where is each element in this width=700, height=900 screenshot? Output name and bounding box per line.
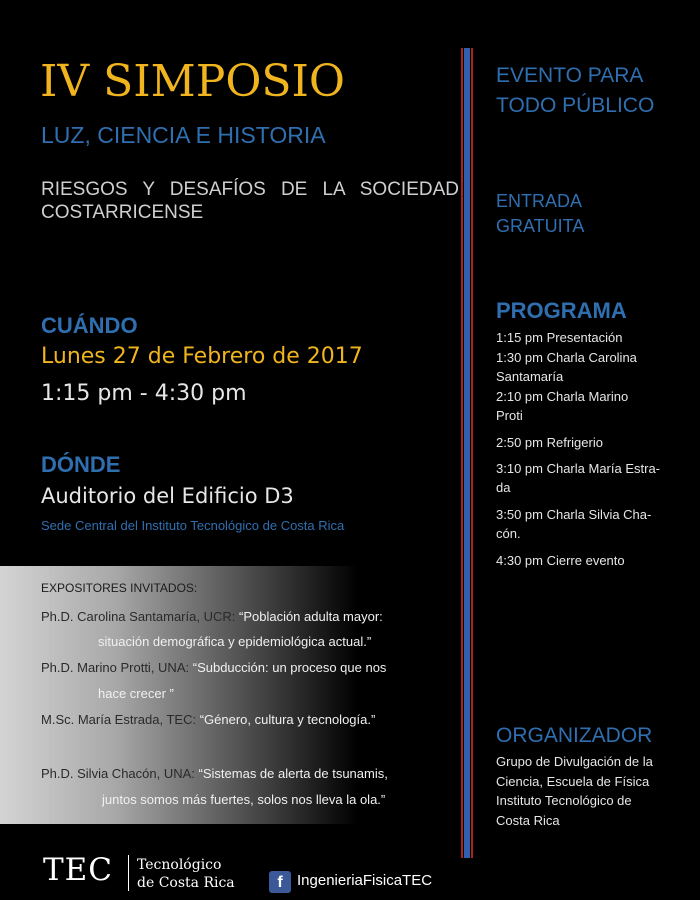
tec-logo-line: Tecnológico — [137, 857, 222, 873]
speaker-name: Ph.D. Marino Protti, UNA: — [41, 660, 190, 675]
facebook-icon: f — [269, 871, 291, 893]
program-item — [496, 505, 696, 551]
program-item-text: 2:10 pm Charla Marino — [496, 388, 629, 404]
event-place: Auditorio del Edificio D3 — [41, 484, 294, 508]
speaker-line — [41, 609, 383, 624]
speaker-name: M.Sc. María Estrada, TEC: — [41, 712, 197, 727]
program-item-text: 3:10 pm Charla María Estra- — [496, 460, 661, 476]
speaker-line — [41, 766, 388, 781]
speaker-talk-cont: situación demográfica y epidemiológica actual.” — [98, 634, 372, 649]
speaker-talk: “Género, cultura y tecnología.” — [199, 712, 376, 727]
program-item — [496, 433, 696, 459]
organizer-line: Costa Rica — [496, 812, 560, 828]
facebook-handle[interactable]: IngenieriaFisicaTEC — [297, 872, 433, 889]
program-item — [496, 387, 696, 426]
tec-logo-divider — [128, 855, 129, 891]
organizer-line: Instituto Tecnológico de — [496, 793, 632, 808]
divider-bars — [460, 48, 474, 858]
organizer-line: Grupo de Divulgación de la — [496, 754, 653, 769]
program-item-text: 4:30 pm Cierre evento — [496, 552, 625, 568]
free-entry-label — [496, 189, 584, 239]
program-item-text: 2:50 pm Refrigerio — [496, 434, 603, 450]
program-list — [496, 328, 696, 571]
organizer-text — [496, 752, 653, 830]
speaker-line — [41, 712, 375, 727]
divider-red-line — [461, 48, 463, 858]
organizer-line: Ciencia, Escuela de Física — [496, 773, 650, 789]
symposium-theme: RIESGOS Y DESAFÍOS DE LA SOCIEDAD COSTARRICENSE — [41, 179, 459, 223]
program-item-text: 1:30 pm Charla Carolina — [496, 349, 637, 365]
divider-red-line — [471, 48, 473, 858]
program-item-text: cón. — [496, 526, 521, 541]
event-date: Lunes 27 de Febrero de 2017 — [41, 344, 363, 369]
program-item — [496, 551, 696, 571]
program-heading: PROGRAMA — [496, 298, 627, 323]
event-time: 1:15 pm - 4:30 pm — [41, 381, 247, 406]
tec-logo-text — [137, 856, 235, 892]
speaker-name: Ph.D. Silvia Chacón, UNA: — [41, 766, 195, 781]
event-place-detail: Sede Central del Instituto Tecnológico de Costa Rica — [41, 518, 345, 533]
public-event-line: TODO PÚBLICO — [496, 94, 655, 117]
speakers-heading: EXPOSITORES INVITADOS: — [41, 581, 198, 595]
public-event-label — [496, 61, 654, 121]
divider-blue-line — [464, 48, 470, 858]
program-item-text: Santamaría — [496, 369, 564, 384]
program-item — [496, 459, 696, 505]
free-entry-line: GRATUITA — [496, 216, 585, 236]
speaker-talk: “Población adulta mayor: — [238, 609, 383, 624]
free-entry-line: ENTRADA — [496, 191, 583, 211]
when-heading: CUÁNDO — [41, 313, 138, 338]
program-item-text: Proti — [496, 408, 523, 423]
program-item-text: 1:15 pm Presentación — [496, 330, 623, 345]
program-item-text: 3:50 pm Charla Silvia Cha- — [496, 506, 652, 522]
symposium-title: IV SIMPOSIO — [40, 56, 345, 107]
speaker-name: Ph.D. Carolina Santamaría, UCR: — [41, 609, 236, 624]
tec-logo-mark: TEC — [43, 852, 114, 888]
speakers-panel — [0, 566, 459, 824]
speaker-talk-cont: juntos somos más fuertes, solos nos lleva la ola.” — [102, 792, 386, 807]
speaker-talk: “Sistemas de alerta de tsunamis, — [198, 766, 388, 781]
tec-logo-line: de Costa Rica — [137, 875, 235, 891]
speaker-talk: “Subducción: un proceso que nos — [192, 660, 387, 675]
speaker-talk-cont: hace crecer ” — [98, 686, 174, 701]
symposium-subtitle: LUZ, CIENCIA E HISTORIA — [41, 122, 326, 148]
organizer-heading: ORGANIZADOR — [496, 724, 653, 747]
program-item — [496, 328, 696, 348]
public-event-line: EVENTO PARA — [496, 64, 644, 87]
speaker-line — [41, 660, 386, 675]
program-item — [496, 348, 696, 387]
program-item-text: da — [496, 480, 511, 495]
where-heading: DÓNDE — [41, 452, 121, 477]
